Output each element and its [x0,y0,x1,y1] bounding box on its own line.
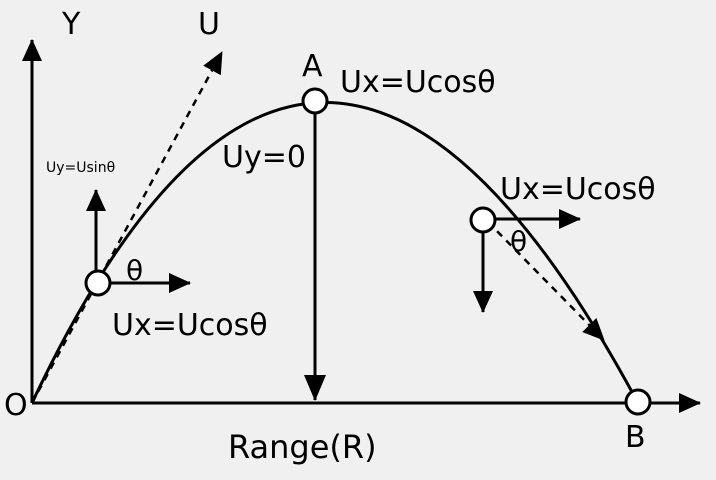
launch-uy-label: Uy=Usinθ [46,160,116,176]
descent-point-marker [471,208,495,232]
descent-angle-label: θ [510,225,528,258]
descent-velocity-vector [488,222,604,340]
landing-label: B [625,420,646,455]
peak-ux-label: Ux=Ucosθ [340,65,496,100]
launch-ux-label: Ux=Ucosθ [112,308,268,343]
peak-label: A [302,49,323,84]
landing-point-b-marker [626,390,650,414]
y-axis-label: Y [62,7,81,42]
descent-ux-label: Ux=Ucosθ [500,172,656,207]
range-label: Range(R) [228,428,377,466]
launch-angle-label: θ [126,254,144,287]
launch-point-marker [86,271,110,295]
trajectory-curve [32,103,638,404]
origin-label: O [4,388,28,423]
initial-velocity-label: U [198,7,220,42]
peak-uy-label: Uy=0 [222,140,306,175]
peak-point-a-marker [303,89,327,113]
initial-velocity-vector [32,52,222,403]
